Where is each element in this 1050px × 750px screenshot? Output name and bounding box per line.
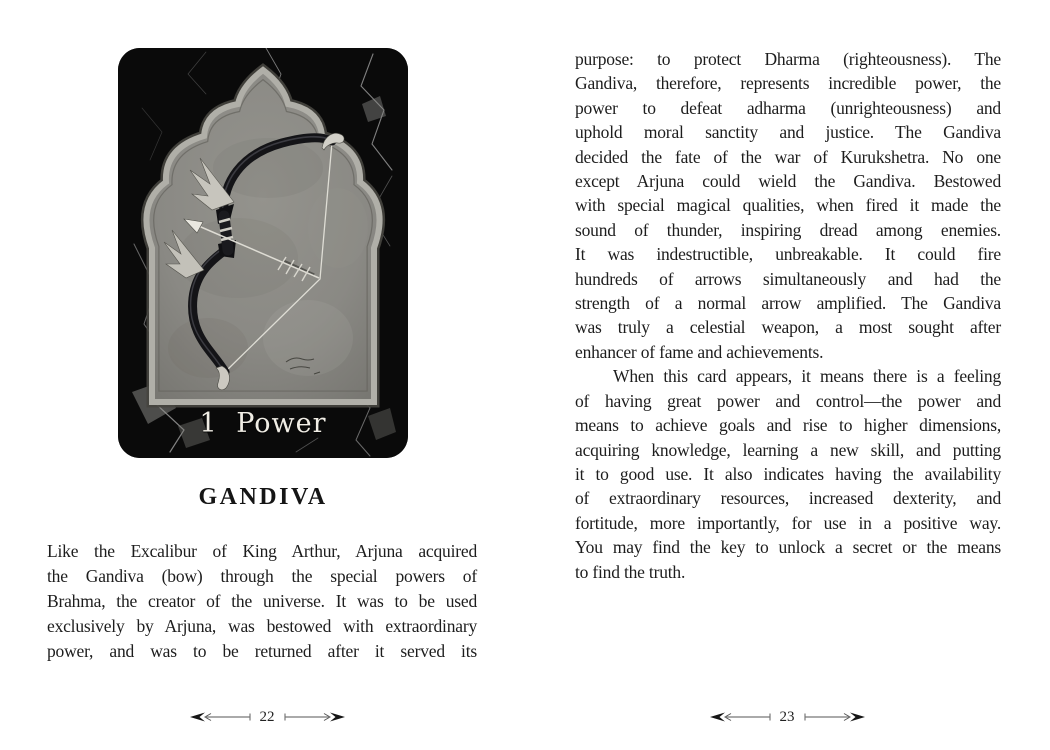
right-page-paragraph-1 [575,47,1001,364]
text-line: of extraordinary resources, increased dexterity, and [575,488,1001,509]
right-page-text [575,47,1001,584]
page-number: 23 [779,708,795,725]
text-line: purpose: to protect Dharma (righteousness). The [575,49,1001,69]
text-line: except Arjuna could wield the Gandiva. Bestowed [575,171,1001,192]
arrow-ornament-right-icon [804,710,866,724]
text-line: with special magical qualities, when fired it made the [575,195,1001,216]
text-line: fortitude, more importantly, for use in a positive way. [575,512,1001,533]
text-line: Like the Excalibur of King Arthur, Arjuna acquired [47,541,477,561]
text-line: uphold moral sanctity and justice. The Gandiva [575,122,1001,143]
text-line: was truly a celestial weapon, a most sought after [575,317,1001,338]
text-line: power to defeat adharma (unrighteousness) and [575,97,1001,118]
chapter-heading: GANDIVA [198,484,328,510]
text-line: It was indestructible, unbreakable. It could fire [575,244,1001,265]
text-line: the Gandiva (bow) through the special powers of [47,566,477,586]
card-title: 1 Power [199,408,327,439]
left-page-paragraph [47,539,477,664]
text-line: power, and was to be returned after it served its [47,641,477,661]
text-line: exclusively by Arjuna, was bestowed with extraordinary [47,616,477,636]
bow-and-arrow-illustration [118,48,408,458]
text-line: means to achieve goals and rise to higher dimensions, [575,415,1001,436]
right-page-footer [687,706,887,728]
oracle-card [118,48,408,458]
text-line: When this card appears, it means there is a feeling [613,366,1001,387]
text-line: Brahma, the creator of the universe. It was to be used [47,591,477,611]
arrow-ornament-right-icon [284,710,346,724]
text-line: of having great power and control—the power and [575,390,1001,411]
text-line: strength of a normal arrow amplified. The Gandiva [575,293,1001,314]
left-page-footer [167,706,367,728]
right-page-paragraph-2 [575,364,1001,584]
text-line: sound of thunder, inspiring dread among enemies. [575,219,1001,240]
text-line: acquiring knowledge, learning a new skill, and putting [575,439,1001,460]
arrow-ornament-left-icon [709,710,771,724]
text-line: decided the fate of the war of Kurukshetra. No one [575,146,1001,167]
text-line: Gandiva, therefore, represents incredible power, the [575,73,1001,94]
text-line: hundreds of arrows simultaneously and had the [575,268,1001,289]
page-number: 22 [259,708,275,725]
arrow-ornament-left-icon [189,710,251,724]
text-line: it to good use. It also indicates having the availability [575,463,1001,484]
text-line: enhancer of fame and achievements. [575,341,824,362]
text-line: You may find the key to unlock a secret or the means [575,537,1001,558]
text-line: to find the truth. [575,561,686,582]
